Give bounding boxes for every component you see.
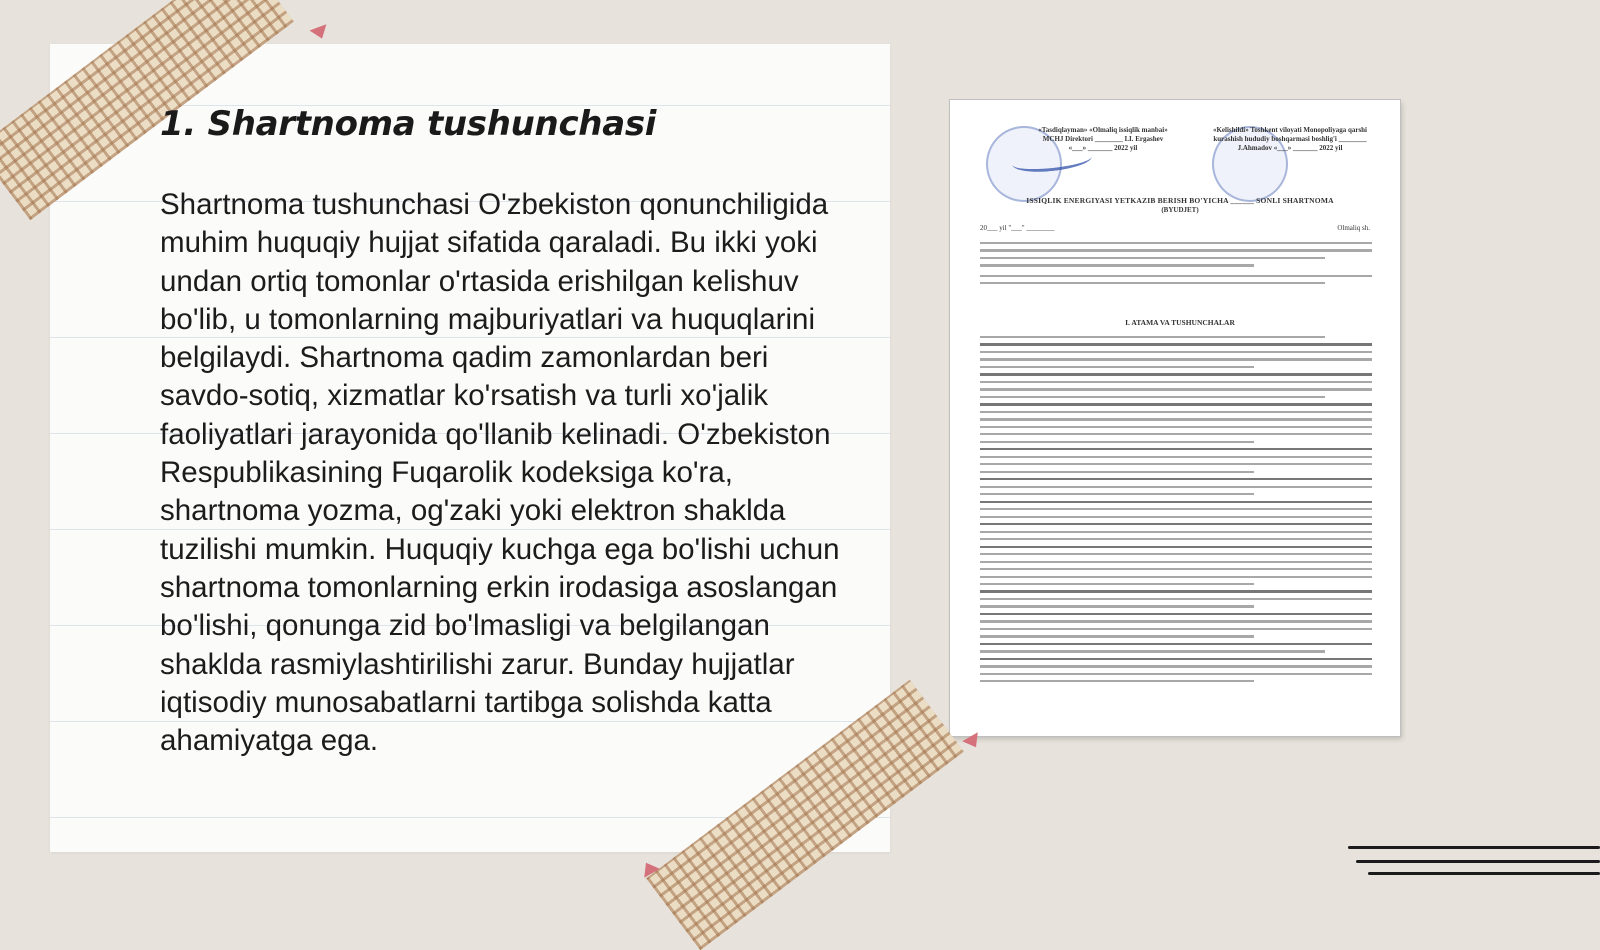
- decorative-brush-strokes: [1348, 846, 1600, 886]
- doc-city: Olmaliq sh.: [1337, 224, 1370, 232]
- doc-subtitle: (BYUDJET): [1161, 206, 1199, 214]
- doc-body-lines: [980, 336, 1372, 688]
- slide-body-text: Shartnoma tushunchasi O'zbekiston qonunchiligida muhim huquqiy hujjat sifatida qaraladi. Bu ikki yoki undan ortiq tomonlar o'rtasida erishilgan kelishuv bo'lib, u tomonlarning majburiyatlari va huquqlarini belgilaydi. Shartnoma qadim zamonlardan beri savdo-sotiq, xizmatlar ko'rsatish va turli xo'jalik faoliyatlari jarayonida qo'llanib kelinadi. O'zbekiston Respublikasining Fuqarolik kodeksiga ko'ra, shartnoma yozma, og'zaki yoki elektron shaklda tuzilishi mumkin. Huquqiy kuchga ega bo'lishi uchun shartnoma tomonlarning erkin irodasiga asoslangan bo'lishi, qonunga zid bo'lmasligi va belgilangan shaklda rasmiylashtirilishi zarur. Bunday hujjatlar iqtisodiy munosabatlarni tartibga solishda katta ahamiyatga ega.: [160, 188, 840, 758]
- tape-pin-icon: [309, 24, 330, 41]
- doc-title: ISSIQLIK ENERGIYASI YETKAZIB BERISH BO'YICHA ______ SONLI SHARTNOMA: [1026, 196, 1334, 205]
- doc-section-title: I. ATAMA VA TUSHUNCHALAR: [1125, 318, 1235, 327]
- brush-stroke: [1368, 872, 1600, 875]
- doc-agreement-header: «Kelishildi» Toshkent viloyati Monopoliyaga qarshi kurashish hududiy boshqarmasi boshlig'i ________ J.Ahmadov «___» _______ 2022 yil: [1212, 126, 1368, 152]
- slide-title: 1. Shartnoma tushunchasi: [160, 104, 657, 144]
- contract-document-image: [950, 100, 1400, 736]
- doc-preamble-lines: [980, 242, 1372, 290]
- brush-stroke: [1356, 860, 1600, 863]
- brush-stroke: [1348, 846, 1600, 849]
- doc-date-line: 20___ yil "___" ________: [980, 224, 1055, 232]
- doc-approval-header: «Tasdiqlayman» «Olmaliq issiqlik manbai» MCHJ Direktori ________ I.I. Ergashev «___» _______ 2022 yil: [1038, 126, 1168, 152]
